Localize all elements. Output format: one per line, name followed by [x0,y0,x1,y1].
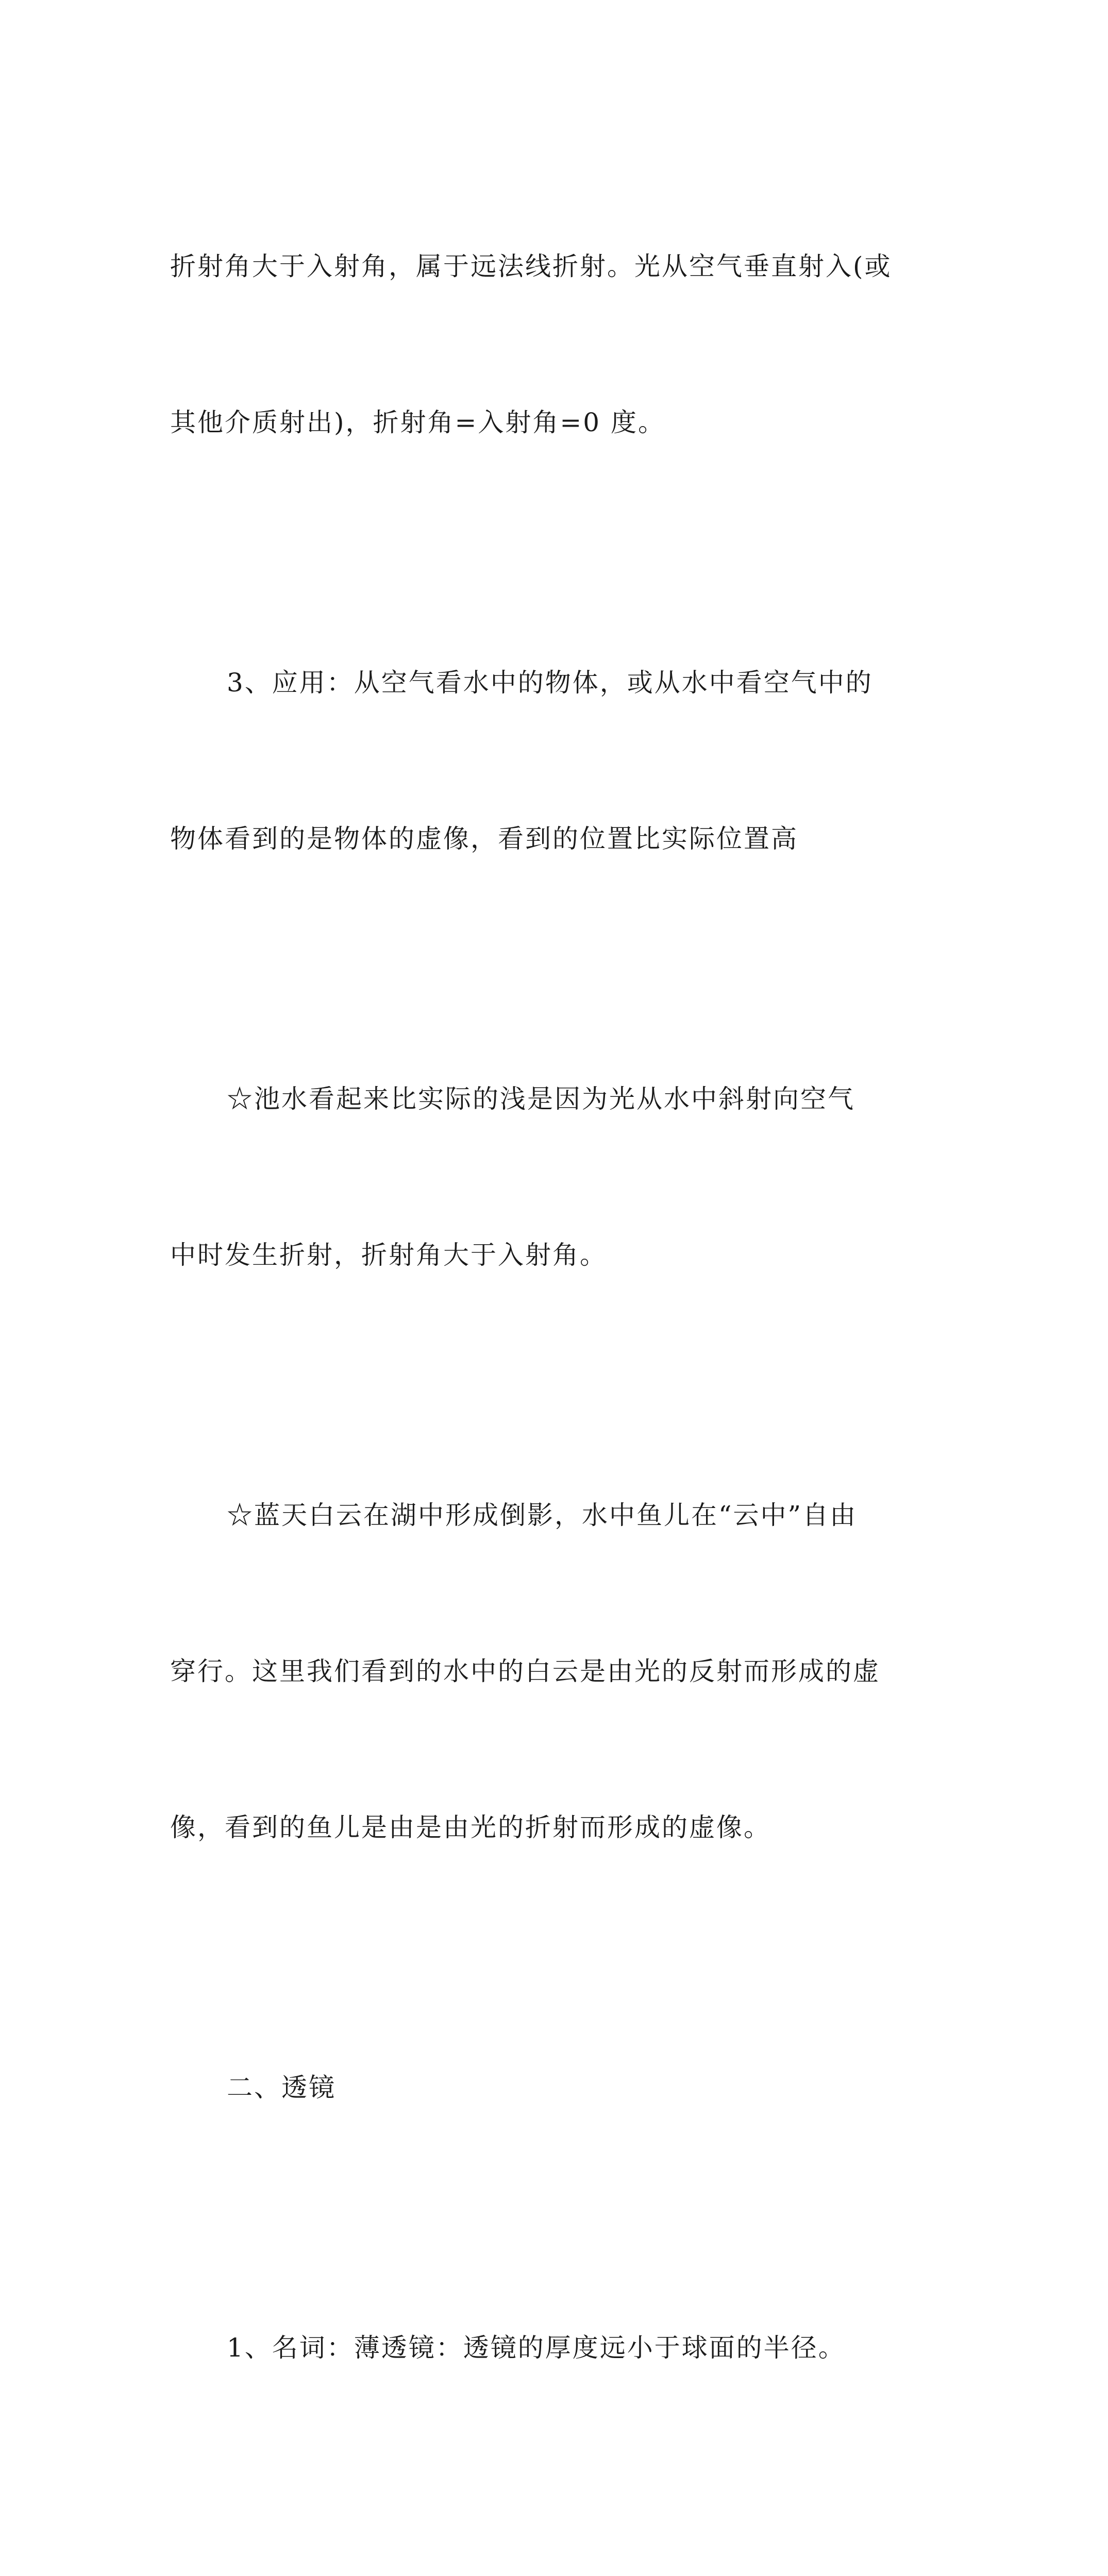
text-line: 3、应用：从空气看水中的物体，或从水中看空气中的 [227,668,873,698]
text-line: 中时发生折射，折射角大于入射角。 [170,1240,607,1270]
paragraph-clouds-fish [170,1385,943,1958]
text-line: 像，看到的鱼儿是由是由光的折射而形成的虚像。 [170,1812,771,1842]
text-line: 其他介质射出)，折射角=入射角=0 度。 [170,408,666,437]
paragraph-principal-axis [170,2478,943,2576]
text-line: 穿行。这里我们看到的水中的白云是由光的反射而形成的虚 [170,1656,880,1686]
document-body [170,137,943,2576]
paragraph-application [170,553,943,969]
heading-text: 二、透镜 [227,2073,336,2103]
text-line: 折射角大于入射角，属于远法线折射。光从空气垂直射入(或 [170,251,892,281]
text-line: 物体看到的是物体的虚像，看到的位置比实际位置高 [170,824,798,854]
paragraph-refraction-angle [170,137,943,553]
section-heading-lens [170,1958,943,2218]
text-line: ☆蓝天白云在湖中形成倒影，水中鱼儿在“云中”自由 [227,1500,858,1530]
text-line: 1、名词：薄透镜：透镜的厚度远小于球面的半径。 [227,2333,846,2363]
paragraph-terms [170,2218,943,2478]
paragraph-pool-water [170,969,943,1385]
text-line: ☆池水看起来比实际的浅是因为光从水中斜射向空气 [227,1084,855,1114]
